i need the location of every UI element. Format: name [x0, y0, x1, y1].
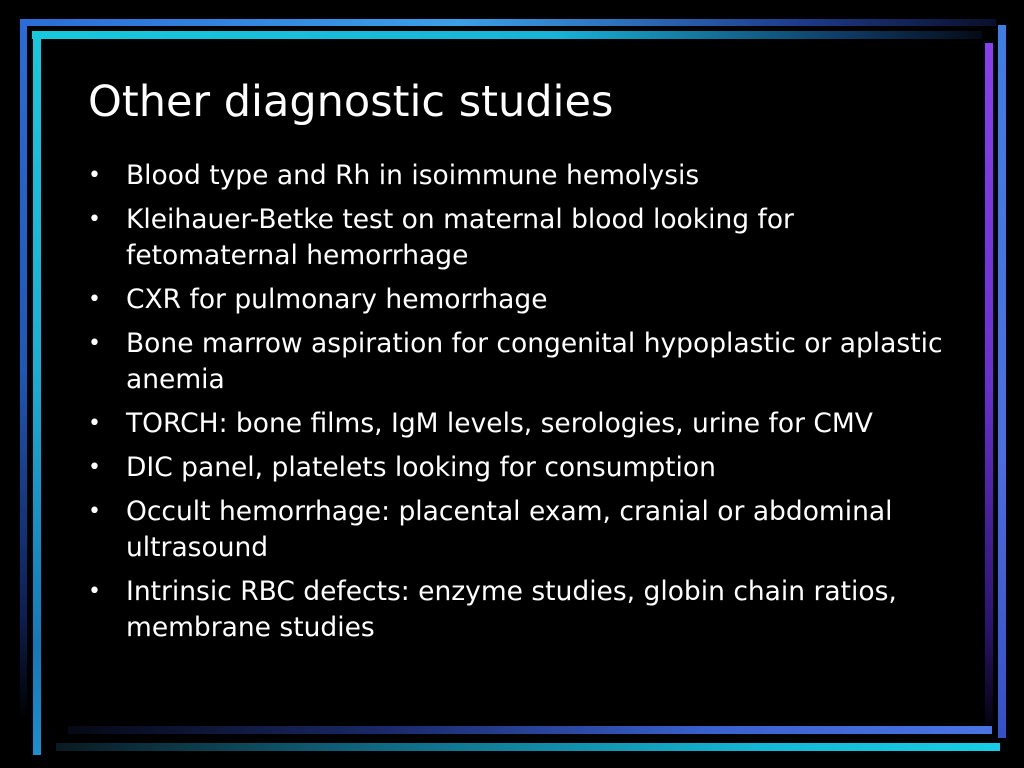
- bullet-icon: •: [88, 331, 101, 356]
- bullet-text: CXR for pulmonary hemorrhage: [126, 284, 548, 315]
- bullet-icon: •: [88, 579, 101, 604]
- bullet-text: Bone marrow aspiration for congenital hypoplastic or aplastic anemia: [126, 328, 943, 395]
- frame-bar-right-outer: [998, 25, 1006, 738]
- bullet-text: Intrinsic RBC defects: enzyme studies, globin chain ratios, membrane studies: [126, 576, 897, 643]
- bullet-list: [88, 158, 948, 654]
- bullet-text: Blood type and Rh in isoimmune hemolysis: [126, 160, 700, 191]
- bullet-item: [88, 282, 948, 318]
- bullet-icon: •: [88, 207, 101, 232]
- frame-bar-top-outer: [20, 19, 996, 26]
- bullet-item: [88, 326, 948, 398]
- bullet-text: DIC panel, platelets looking for consumption: [126, 452, 716, 483]
- bullet-text: Occult hemorrhage: placental exam, cranial or abdominal ultrasound: [126, 496, 893, 563]
- bullet-item: [88, 202, 948, 274]
- frame-bar-left-outer: [20, 19, 27, 719]
- bullet-icon: •: [88, 163, 101, 188]
- bullet-icon: •: [88, 499, 101, 524]
- frame-bar-left-inner: [33, 31, 41, 755]
- bullet-icon: •: [88, 411, 101, 436]
- bullet-icon: •: [88, 455, 101, 480]
- slide-title: Other diagnostic studies: [88, 77, 614, 127]
- frame-bar-bottom-outer: [56, 743, 1000, 751]
- bullet-item: [88, 158, 948, 194]
- bullet-item: [88, 406, 948, 442]
- bullet-icon: •: [88, 287, 101, 312]
- frame-bar-bottom-inner: [68, 726, 992, 734]
- bullet-text: TORCH: bone films, IgM levels, serologies, urine for CMV: [126, 408, 873, 439]
- frame-bar-top-inner: [32, 31, 982, 39]
- bullet-item: [88, 450, 948, 486]
- bullet-item: [88, 574, 948, 646]
- frame-bar-right-inner: [985, 43, 993, 726]
- bullet-item: [88, 494, 948, 566]
- bullet-text: Kleihauer-Betke test on maternal blood looking for fetomaternal hemorrhage: [126, 204, 794, 271]
